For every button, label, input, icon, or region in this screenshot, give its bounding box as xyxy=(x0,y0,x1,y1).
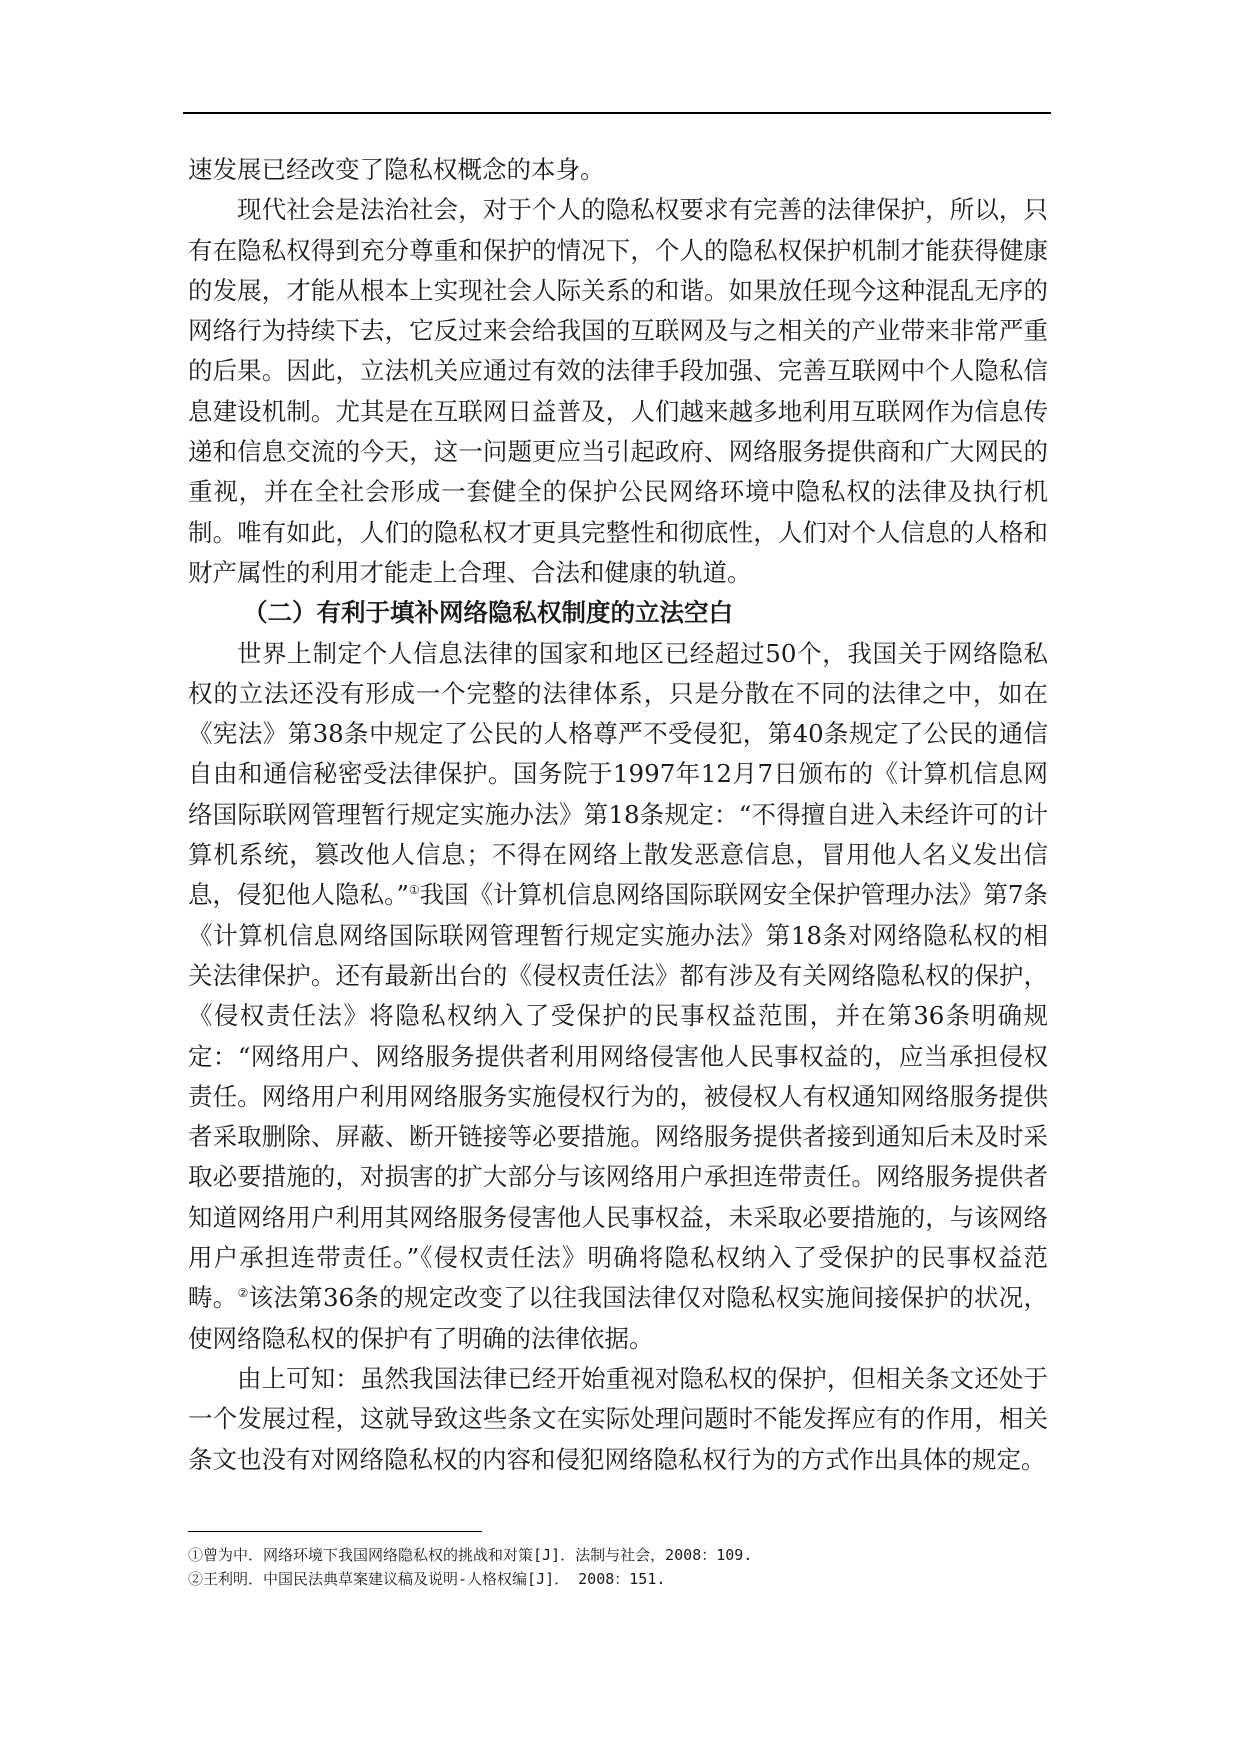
paragraph-legislation-part3: 该法第36条的规定改变了以往我国法律仅对隐私权实施间接保护的状况，使网络隐私权的保护有了明确的法律依据。 xyxy=(188,1283,1048,1353)
paragraph-legislation-part1: 世界上制定个人信息法律的国家和地区已经超过50个，我国关于网络隐私权的立法还没有形成一个完整的法律体系，只是分散在不同的法律之中，如在《宪法》第38条中规定了公民的人格尊严不受侵犯，第40条规定了公民的通信自由和通信秘密受法律保护。国务院于1997年12月7日颁布的《计算机信息网络国际联网管理暂行规定实施办法》第18条规定：“不得擅自进入未经许可的计算机系统，篡改他人信息；不得在网络上散发恶意信息，冒用他人名义发出信息，侵犯他人隐私。” xyxy=(188,638,1048,910)
paragraph-legislation-part2: 我国《计算机信息网络国际联网安全保护管理办法》第7条《计算机信息网络国际联网管理暂行规定实施办法》第18条对网络隐私权的相关法律保护。还有最新出台的《侵权责任法》都有涉及有关网络隐私权的保护，《侵权责任法》将隐私权纳入了受保护的民事权益范围，并在第36条明确规定：“网络用户、网络服务提供者利用网络侵害他人民事权益的，应当承担侵权责任。网络用户利用网络服务实施侵权行为的，被侵权人有权通知网络服务提供者采取删除、屏蔽、断开链接等必要措施。网络服务提供者接到通知后未及时采取必要措施的，对损害的扩大部分与该网络用户承担连带责任。网络服务提供者知道网络用户利用其网络服务侵害他人民事权益，未采取必要措施的，与该网络用户承担连带责任。”《侵权责任法》明确将隐私权纳入了受保护的民事权益范畴。 xyxy=(188,880,1048,1313)
footnote-ref-2[interactable]: ② xyxy=(237,1286,249,1301)
body-text xyxy=(188,150,1048,1480)
footnote-2: ②王利明．中国民法典草案建议稿及说明-人格权编[J]． 2008：151. xyxy=(188,1570,666,1588)
header-rule xyxy=(183,112,1051,114)
footnotes xyxy=(188,1543,1048,1591)
paragraph-modern-society: 现代社会是法治社会，对于个人的隐私权要求有完善的法律保护，所以，只有在隐私权得到充分尊重和保护的情况下，个人的隐私权保护机制才能获得健康的发展，才能从根本上实现社会人际关系的和谐。如果放任现今这种混乱无序的网络行为持续下去，它反过来会给我国的互联网及与之相关的产业带来非常严重的后果。因此，立法机关应通过有效的法律手段加强、完善互联网中个人隐私信息建设机制。尤其是在互联网日益普及，人们越来越多地利用互联网作为信息传递和信息交流的今天，这一问题更应当引起政府、网络服务提供商和广大网民的重视，并在全社会形成一套健全的保护公民网络环境中隐私权的法律及执行机制。唯有如此，人们的隐私权才更具完整性和彻底性，人们对个人信息的人格和财产属性的利用才能走上合理、合法和健康的轨道。 xyxy=(188,195,1048,587)
paragraph-conclusion: 由上可知：虽然我国法律已经开始重视对隐私权的保护，但相关条文还处于一个发展过程，这就导致这些条文在实际处理问题时不能发挥应有的作用，相关条文也没有对网络隐私权的内容和侵犯网络隐私权行为的方式作出具体的规定。 xyxy=(188,1363,1048,1474)
paragraph-continuation: 速发展已经改变了隐私权概念的本身。 xyxy=(188,155,605,184)
section-heading: （二）有利于填补网络隐私权制度的立法空白 xyxy=(243,598,733,628)
paragraph-legislation xyxy=(188,634,1048,1359)
footnote-1: ①曾为中．网络环境下我国网络隐私权的挑战和对策[J]．法制与社会，2008：109. xyxy=(188,1546,753,1564)
footnote-ref-1[interactable]: ① xyxy=(408,883,420,898)
footnote-rule xyxy=(188,1531,482,1532)
